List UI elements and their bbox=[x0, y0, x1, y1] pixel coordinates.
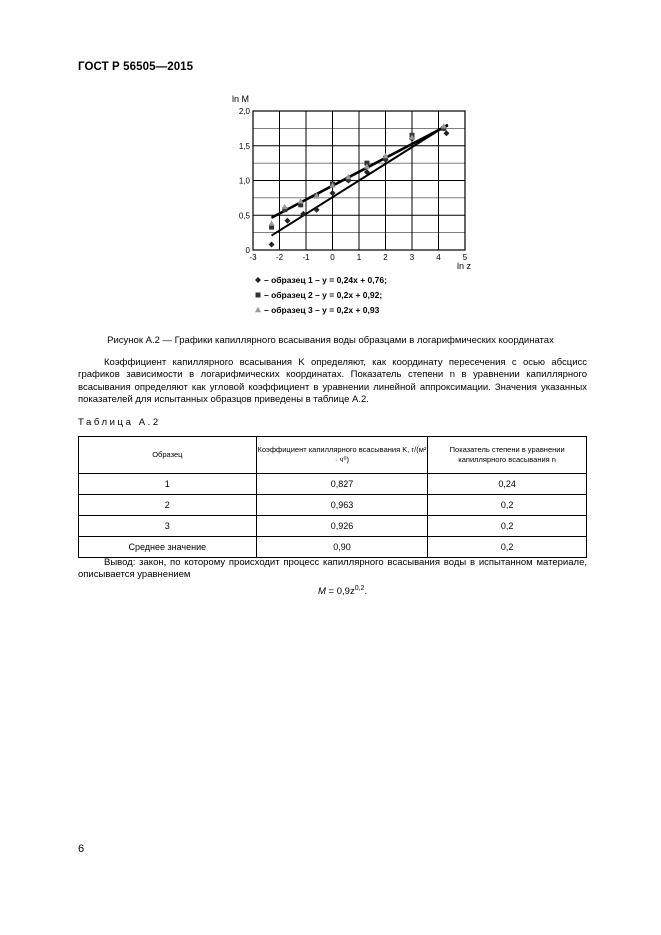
x-tick-label: 4 bbox=[436, 253, 441, 262]
cell-sample: 3 bbox=[79, 516, 257, 537]
page-number: 6 bbox=[78, 843, 85, 855]
legend-marker bbox=[255, 277, 261, 283]
equation-tail: . bbox=[364, 586, 368, 598]
table-row bbox=[79, 516, 587, 537]
y-tick-label: 2,0 bbox=[238, 107, 250, 116]
cell-coefficient: 0,827 bbox=[256, 474, 428, 495]
x-tick-label: -2 bbox=[275, 253, 284, 262]
x-axis-label: ln z bbox=[456, 261, 472, 271]
legend-entry: – образец 2 – y = 0,2x + 0,92; bbox=[264, 290, 383, 300]
cell-exponent: 0,2 bbox=[428, 516, 587, 537]
y-tick-label: 0,5 bbox=[238, 211, 250, 221]
equation-exponent: 0,2 bbox=[354, 585, 365, 592]
equation bbox=[318, 585, 367, 597]
cell-coefficient: 0,90 bbox=[256, 537, 428, 558]
paragraph-conclusion: Вывод: закон, по которому происходит процесс капиллярного всасывания воды в испытанном материале, описывается уравнением bbox=[78, 557, 587, 581]
header-coefficient: Коэффициент капиллярного всасывания K, г/(м² · ч⁰) bbox=[256, 437, 428, 474]
equation-lhs: M bbox=[318, 586, 326, 598]
table-row bbox=[79, 495, 587, 516]
figure-caption: Рисунок А.2 — Графики капиллярного всасывания воды образцами в логарифмических координатах bbox=[107, 335, 554, 346]
x-tick-label: -1 bbox=[302, 253, 310, 262]
data-point bbox=[282, 204, 288, 209]
x-tick-label: 2 bbox=[383, 253, 388, 262]
data-point bbox=[269, 241, 275, 247]
cell-sample: 2 bbox=[79, 495, 257, 516]
x-tick-label: 5 bbox=[462, 253, 468, 262]
header-exponent: Показатель степени в уравнении капиллярного всасывания n bbox=[428, 437, 587, 474]
results-table bbox=[78, 436, 587, 558]
paragraph-coefficient: Коэффициент капиллярного всасывания K определяют, как координату пересечения с осью абсцисс графиков зависимости в логарифмических координатах. Показатель степени n в уравнении капиллярного всасывания определяют как угловой коэффициент в уравнении линейной аппроксимации. Значения указанных показателей для испытанных образцов приведены в таблице А.2. bbox=[78, 357, 587, 406]
legend-entry: – образец 3 – y = 0,2x + 0,93 bbox=[264, 305, 380, 315]
table-caption: Таблица А.2 bbox=[78, 417, 161, 428]
equation-rhs: = 0,9z bbox=[325, 586, 355, 598]
legend-marker bbox=[255, 307, 261, 312]
cell-coefficient: 0,926 bbox=[256, 516, 428, 537]
x-tick-label: -3 bbox=[249, 253, 257, 262]
y-axis-label: ln M bbox=[231, 94, 249, 104]
x-tick-label: 3 bbox=[409, 253, 415, 262]
table-row bbox=[79, 474, 587, 495]
data-point bbox=[284, 218, 290, 224]
cell-exponent: 0,24 bbox=[428, 474, 587, 495]
cell-coefficient: 0,963 bbox=[256, 495, 428, 516]
table-row bbox=[79, 537, 587, 558]
y-tick-label: 0 bbox=[245, 246, 250, 255]
data-point bbox=[443, 130, 449, 136]
header-sample: Образец bbox=[79, 437, 257, 474]
table-header-row bbox=[79, 437, 587, 474]
data-point bbox=[269, 220, 275, 225]
cell-sample: Среднее значение bbox=[79, 537, 257, 558]
legend-marker bbox=[256, 293, 261, 298]
cell-sample: 1 bbox=[79, 474, 257, 495]
y-tick-label: 1,5 bbox=[238, 141, 250, 151]
x-tick-label: 0 bbox=[330, 253, 335, 262]
y-tick-label: 1,0 bbox=[238, 176, 250, 186]
legend-entry: – образец 1 – y = 0,24x + 0,76; bbox=[264, 275, 387, 285]
x-tick-label: 1 bbox=[356, 253, 362, 262]
document-header: ГОСТ Р 56505—2015 bbox=[78, 61, 194, 73]
log-chart bbox=[0, 0, 661, 330]
cell-exponent: 0,2 bbox=[428, 495, 587, 516]
cell-exponent: 0,2 bbox=[428, 537, 587, 558]
